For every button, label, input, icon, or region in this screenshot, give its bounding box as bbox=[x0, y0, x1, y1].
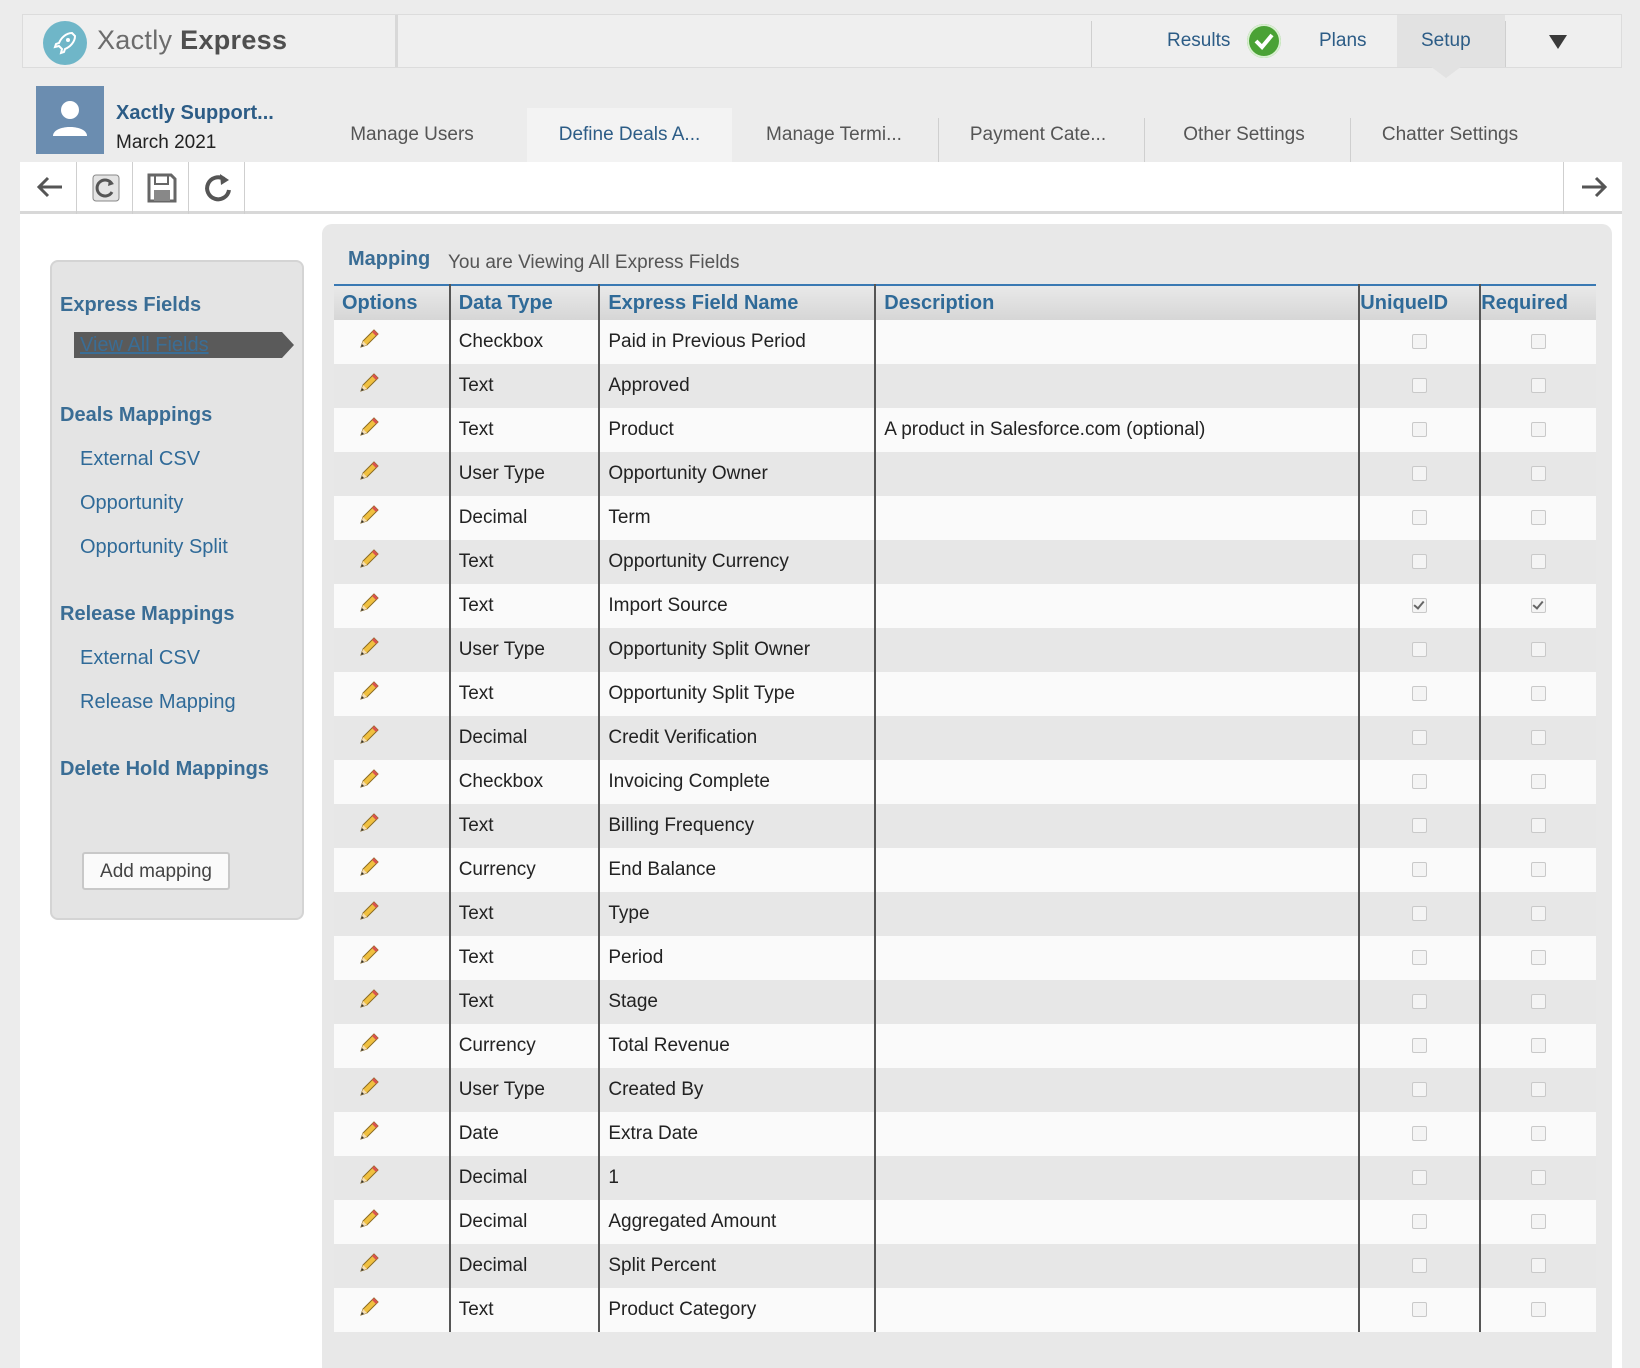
sidebar-heading-delete-hold-mappings[interactable]: Delete Hold Mappings bbox=[60, 758, 269, 780]
tab-chatter-settings[interactable]: Chatter Settings bbox=[1381, 124, 1519, 145]
description-cell bbox=[875, 452, 1359, 496]
toolbar bbox=[20, 162, 1622, 214]
description-cell: A product in Salesforce.com (optional) bbox=[875, 408, 1359, 452]
table-row[interactable] bbox=[334, 320, 1596, 364]
nav-results[interactable]: Results bbox=[1167, 30, 1231, 51]
unique-id-checkbox[interactable] bbox=[1412, 598, 1427, 613]
sidebar-heading-release-mappings[interactable]: Release Mappings bbox=[60, 603, 235, 625]
pencil-edit-icon[interactable] bbox=[358, 1120, 380, 1148]
required-cell bbox=[1480, 804, 1596, 848]
col-express-field-name[interactable]: Express Field Name bbox=[599, 285, 875, 320]
options-cell bbox=[334, 760, 450, 804]
field-name-cell: Billing Frequency bbox=[599, 804, 875, 848]
pencil-edit-icon[interactable] bbox=[358, 504, 380, 532]
app-logo-text bbox=[97, 25, 287, 56]
data-type-cell: Checkbox bbox=[450, 320, 600, 364]
express-fields-table bbox=[334, 284, 1596, 1332]
user-name[interactable]: Xactly Support... bbox=[116, 102, 274, 124]
required-cell bbox=[1480, 1200, 1596, 1244]
required-cell bbox=[1480, 716, 1596, 760]
field-name-cell: Import Source bbox=[599, 584, 875, 628]
unique-id-checkbox[interactable] bbox=[1412, 994, 1427, 1009]
pencil-edit-icon[interactable] bbox=[358, 812, 380, 840]
table-row[interactable] bbox=[334, 980, 1596, 1024]
unique-id-cell bbox=[1359, 496, 1480, 540]
tab-other-settings[interactable]: Other Settings bbox=[1183, 124, 1305, 145]
refresh-page-button[interactable] bbox=[76, 162, 133, 214]
required-cell bbox=[1480, 848, 1596, 892]
required-cell bbox=[1480, 408, 1596, 452]
description-cell bbox=[875, 496, 1359, 540]
pencil-edit-icon[interactable] bbox=[358, 460, 380, 488]
pencil-edit-icon[interactable] bbox=[358, 636, 380, 664]
description-cell bbox=[875, 1112, 1359, 1156]
required-cell bbox=[1480, 672, 1596, 716]
options-cell bbox=[334, 408, 450, 452]
table-row[interactable] bbox=[334, 1244, 1596, 1288]
pencil-edit-icon[interactable] bbox=[358, 1076, 380, 1104]
unique-id-cell bbox=[1359, 1112, 1480, 1156]
pencil-edit-icon[interactable] bbox=[358, 856, 380, 884]
required-checkbox[interactable] bbox=[1531, 818, 1546, 833]
required-cell bbox=[1480, 584, 1596, 628]
required-cell bbox=[1480, 320, 1596, 364]
col-description[interactable]: Description bbox=[875, 285, 1359, 320]
description-cell bbox=[875, 804, 1359, 848]
unique-id-checkbox[interactable] bbox=[1412, 686, 1427, 701]
field-name-cell: Opportunity Owner bbox=[599, 452, 875, 496]
required-cell bbox=[1480, 1244, 1596, 1288]
unique-id-checkbox[interactable] bbox=[1412, 906, 1427, 921]
field-name-cell: Credit Verification bbox=[599, 716, 875, 760]
data-type-cell: Date bbox=[450, 1112, 600, 1156]
pencil-edit-icon[interactable] bbox=[358, 1252, 380, 1280]
required-checkbox[interactable] bbox=[1531, 1082, 1546, 1097]
options-cell bbox=[334, 1112, 450, 1156]
pencil-edit-icon[interactable] bbox=[358, 724, 380, 752]
required-checkbox[interactable] bbox=[1531, 730, 1546, 745]
required-checkbox[interactable] bbox=[1531, 422, 1546, 437]
description-cell bbox=[875, 760, 1359, 804]
description-cell bbox=[875, 848, 1359, 892]
field-name-cell: Aggregated Amount bbox=[599, 1200, 875, 1244]
table-row[interactable] bbox=[334, 848, 1596, 892]
options-cell bbox=[334, 848, 450, 892]
options-cell bbox=[334, 496, 450, 540]
table-body bbox=[334, 320, 1596, 1332]
required-checkbox[interactable] bbox=[1531, 862, 1546, 877]
required-checkbox[interactable] bbox=[1531, 510, 1546, 525]
table-row[interactable] bbox=[334, 1156, 1596, 1200]
unique-id-checkbox[interactable] bbox=[1412, 334, 1427, 349]
pencil-edit-icon[interactable] bbox=[358, 680, 380, 708]
unique-id-cell bbox=[1359, 408, 1480, 452]
table-row[interactable] bbox=[334, 804, 1596, 848]
data-type-cell: User Type bbox=[450, 452, 600, 496]
col-options[interactable]: Options bbox=[334, 285, 450, 320]
required-cell bbox=[1480, 540, 1596, 584]
required-checkbox[interactable] bbox=[1531, 1038, 1546, 1053]
unique-id-checkbox[interactable] bbox=[1412, 422, 1427, 437]
unique-id-cell bbox=[1359, 628, 1480, 672]
sidebar-item-view-all-fields[interactable] bbox=[74, 332, 282, 358]
required-checkbox[interactable] bbox=[1531, 906, 1546, 921]
nav-divider bbox=[1505, 21, 1506, 67]
pencil-edit-icon[interactable] bbox=[358, 328, 380, 356]
table-row[interactable] bbox=[334, 452, 1596, 496]
required-checkbox[interactable] bbox=[1531, 1258, 1546, 1273]
options-cell bbox=[334, 980, 450, 1024]
data-type-cell: Text bbox=[450, 364, 600, 408]
pencil-edit-icon[interactable] bbox=[358, 768, 380, 796]
unique-id-cell bbox=[1359, 1244, 1480, 1288]
description-cell bbox=[875, 936, 1359, 980]
table-row[interactable] bbox=[334, 1200, 1596, 1244]
pencil-edit-icon[interactable] bbox=[358, 1208, 380, 1236]
unique-id-cell bbox=[1359, 1156, 1480, 1200]
required-cell bbox=[1480, 980, 1596, 1024]
pencil-edit-icon[interactable] bbox=[358, 1296, 380, 1324]
nav-divider bbox=[1091, 21, 1092, 67]
pencil-edit-icon[interactable] bbox=[358, 944, 380, 972]
table-row[interactable] bbox=[334, 1288, 1596, 1332]
table-row[interactable] bbox=[334, 1112, 1596, 1156]
required-cell bbox=[1480, 1288, 1596, 1332]
data-type-cell: Text bbox=[450, 936, 600, 980]
field-name-cell: Invoicing Complete bbox=[599, 760, 875, 804]
options-cell bbox=[334, 716, 450, 760]
unique-id-cell bbox=[1359, 716, 1480, 760]
required-checkbox[interactable] bbox=[1531, 994, 1546, 1009]
back-button[interactable] bbox=[20, 162, 77, 214]
options-cell bbox=[334, 320, 450, 364]
forward-button[interactable] bbox=[1563, 162, 1622, 214]
table-row[interactable] bbox=[334, 496, 1596, 540]
unique-id-cell bbox=[1359, 1288, 1480, 1332]
description-cell bbox=[875, 980, 1359, 1024]
options-cell bbox=[334, 672, 450, 716]
unique-id-checkbox[interactable] bbox=[1412, 774, 1427, 789]
pencil-edit-icon[interactable] bbox=[358, 592, 380, 620]
table-row[interactable] bbox=[334, 1024, 1596, 1068]
unique-id-cell bbox=[1359, 452, 1480, 496]
unique-id-checkbox[interactable] bbox=[1412, 1258, 1427, 1273]
table-row[interactable] bbox=[334, 364, 1596, 408]
table-row[interactable] bbox=[334, 584, 1596, 628]
required-cell bbox=[1480, 936, 1596, 980]
content-area bbox=[20, 214, 1622, 1368]
pencil-edit-icon[interactable] bbox=[358, 416, 380, 444]
sidebar-item-deals-external-csv[interactable]: External CSV bbox=[80, 448, 201, 470]
table-row[interactable] bbox=[334, 760, 1596, 804]
table-row[interactable] bbox=[334, 540, 1596, 584]
required-checkbox[interactable] bbox=[1531, 1214, 1546, 1229]
sidebar-heading-express-fields[interactable]: Express Fields bbox=[60, 294, 202, 316]
required-cell bbox=[1480, 760, 1596, 804]
field-name-cell: Term bbox=[599, 496, 875, 540]
data-type-cell: Decimal bbox=[450, 1156, 600, 1200]
unique-id-checkbox[interactable] bbox=[1412, 818, 1427, 833]
field-name-cell: Extra Date bbox=[599, 1112, 875, 1156]
description-cell bbox=[875, 540, 1359, 584]
required-checkbox[interactable] bbox=[1531, 1170, 1546, 1185]
field-name-cell: Split Percent bbox=[599, 1244, 875, 1288]
description-cell bbox=[875, 672, 1359, 716]
options-cell bbox=[334, 804, 450, 848]
required-checkbox[interactable] bbox=[1531, 774, 1546, 789]
table-row[interactable] bbox=[334, 628, 1596, 672]
unique-id-checkbox[interactable] bbox=[1412, 1170, 1427, 1185]
description-cell bbox=[875, 1156, 1359, 1200]
data-type-cell: Text bbox=[450, 584, 600, 628]
nav-setup[interactable]: Setup bbox=[1421, 30, 1471, 51]
unique-id-cell bbox=[1359, 936, 1480, 980]
field-name-cell: Stage bbox=[599, 980, 875, 1024]
options-cell bbox=[334, 1288, 450, 1332]
field-name-cell: 1 bbox=[599, 1156, 875, 1200]
unique-id-checkbox[interactable] bbox=[1412, 862, 1427, 877]
pencil-edit-icon[interactable] bbox=[358, 900, 380, 928]
required-cell bbox=[1480, 1112, 1596, 1156]
sidebar bbox=[50, 260, 304, 920]
required-cell bbox=[1480, 496, 1596, 540]
rocket-icon bbox=[43, 21, 87, 65]
options-cell bbox=[334, 936, 450, 980]
options-cell bbox=[334, 364, 450, 408]
unique-id-cell bbox=[1359, 848, 1480, 892]
field-name-cell: Type bbox=[599, 892, 875, 936]
tab-divider bbox=[1350, 118, 1351, 162]
add-mapping-button[interactable]: Add mapping bbox=[82, 852, 230, 890]
logo-area bbox=[23, 15, 398, 67]
top-header bbox=[22, 14, 1622, 68]
options-cell bbox=[334, 1068, 450, 1112]
mapping-panel bbox=[322, 224, 1612, 1368]
required-checkbox[interactable] bbox=[1531, 686, 1546, 701]
options-cell bbox=[334, 1200, 450, 1244]
options-cell bbox=[334, 892, 450, 936]
unique-id-cell bbox=[1359, 672, 1480, 716]
options-cell bbox=[334, 628, 450, 672]
data-type-cell: Currency bbox=[450, 1024, 600, 1068]
unique-id-cell bbox=[1359, 1200, 1480, 1244]
table-row[interactable] bbox=[334, 716, 1596, 760]
tab-manage-terms[interactable]: Manage Termi... bbox=[766, 124, 902, 145]
description-cell bbox=[875, 1200, 1359, 1244]
required-checkbox[interactable] bbox=[1531, 1302, 1546, 1317]
tab-manage-users[interactable]: Manage Users bbox=[350, 124, 474, 145]
unique-id-cell bbox=[1359, 980, 1480, 1024]
user-period: March 2021 bbox=[116, 132, 217, 153]
options-cell bbox=[334, 540, 450, 584]
field-name-cell: Product Category bbox=[599, 1288, 875, 1332]
description-cell bbox=[875, 320, 1359, 364]
unique-id-checkbox[interactable] bbox=[1412, 1082, 1427, 1097]
options-cell bbox=[334, 1024, 450, 1068]
unique-id-cell bbox=[1359, 892, 1480, 936]
options-cell bbox=[334, 1156, 450, 1200]
options-cell bbox=[334, 584, 450, 628]
tab-define-deals[interactable]: Define Deals A... bbox=[527, 108, 732, 165]
description-cell bbox=[875, 892, 1359, 936]
description-cell bbox=[875, 1024, 1359, 1068]
panel-title: Mapping bbox=[348, 248, 431, 270]
required-cell bbox=[1480, 1024, 1596, 1068]
unique-id-cell bbox=[1359, 804, 1480, 848]
description-cell bbox=[875, 364, 1359, 408]
table-row[interactable] bbox=[334, 672, 1596, 716]
field-name-cell: Period bbox=[599, 936, 875, 980]
tab-payment-categories[interactable]: Payment Cate... bbox=[969, 124, 1107, 145]
data-type-cell: User Type bbox=[450, 1068, 600, 1112]
unique-id-checkbox[interactable] bbox=[1412, 378, 1427, 393]
table-header-row bbox=[334, 285, 1596, 320]
unique-id-cell bbox=[1359, 540, 1480, 584]
avatar[interactable] bbox=[36, 86, 104, 154]
panel-subtitle: You are Viewing All Express Fields bbox=[448, 252, 740, 273]
data-type-cell: Text bbox=[450, 1288, 600, 1332]
logo-word-1: Xactly bbox=[97, 25, 173, 55]
unique-id-cell bbox=[1359, 760, 1480, 804]
unique-id-checkbox[interactable] bbox=[1412, 950, 1427, 965]
field-name-cell: Approved bbox=[599, 364, 875, 408]
options-cell bbox=[334, 1244, 450, 1288]
required-checkbox[interactable] bbox=[1531, 642, 1546, 657]
field-name-cell: Opportunity Currency bbox=[599, 540, 875, 584]
options-cell bbox=[334, 452, 450, 496]
required-cell bbox=[1480, 1156, 1596, 1200]
required-checkbox[interactable] bbox=[1531, 1126, 1546, 1141]
description-cell bbox=[875, 716, 1359, 760]
pencil-edit-icon[interactable] bbox=[358, 1164, 380, 1192]
field-name-cell: Opportunity Split Owner bbox=[599, 628, 875, 672]
data-type-cell: Checkbox bbox=[450, 760, 600, 804]
sidebar-item-release-mapping[interactable]: Release Mapping bbox=[80, 691, 236, 713]
description-cell bbox=[875, 1244, 1359, 1288]
unique-id-checkbox[interactable] bbox=[1412, 642, 1427, 657]
data-type-cell: Text bbox=[450, 980, 600, 1024]
tab-divider bbox=[938, 118, 939, 162]
field-name-cell: End Balance bbox=[599, 848, 875, 892]
unique-id-cell bbox=[1359, 584, 1480, 628]
sidebar-item-opportunity[interactable]: Opportunity bbox=[80, 492, 184, 514]
unique-id-cell bbox=[1359, 1024, 1480, 1068]
unique-id-checkbox[interactable] bbox=[1412, 510, 1427, 525]
nav-plans[interactable]: Plans bbox=[1319, 30, 1367, 51]
unique-id-cell bbox=[1359, 1068, 1480, 1112]
sidebar-item-release-external-csv[interactable]: External CSV bbox=[80, 647, 201, 669]
data-type-cell: Decimal bbox=[450, 1200, 600, 1244]
data-type-cell: Decimal bbox=[450, 716, 600, 760]
required-checkbox[interactable] bbox=[1531, 466, 1546, 481]
col-data-type[interactable]: Data Type bbox=[450, 285, 600, 320]
unique-id-checkbox[interactable] bbox=[1412, 466, 1427, 481]
logo-word-2: Express bbox=[180, 25, 288, 55]
unique-id-checkbox[interactable] bbox=[1412, 730, 1427, 745]
data-type-cell: Text bbox=[450, 672, 600, 716]
data-type-cell: Text bbox=[450, 804, 600, 848]
col-required[interactable]: Required bbox=[1480, 285, 1596, 320]
field-name-cell: Opportunity Split Type bbox=[599, 672, 875, 716]
field-name-cell: Total Revenue bbox=[599, 1024, 875, 1068]
data-type-cell: Text bbox=[450, 408, 600, 452]
check-icon[interactable] bbox=[1247, 24, 1281, 58]
required-checkbox[interactable] bbox=[1531, 554, 1546, 569]
unique-id-checkbox[interactable] bbox=[1412, 1214, 1427, 1229]
save-button[interactable] bbox=[132, 162, 189, 214]
description-cell bbox=[875, 584, 1359, 628]
required-cell bbox=[1480, 892, 1596, 936]
tab-divider bbox=[1144, 118, 1145, 162]
data-type-cell: Text bbox=[450, 892, 600, 936]
required-cell bbox=[1480, 1068, 1596, 1112]
sidebar-item-label: View All Fields bbox=[80, 334, 209, 356]
required-cell bbox=[1480, 364, 1596, 408]
unique-id-checkbox[interactable] bbox=[1412, 1038, 1427, 1053]
description-cell bbox=[875, 628, 1359, 672]
required-checkbox[interactable] bbox=[1531, 378, 1546, 393]
redo-button[interactable] bbox=[188, 162, 245, 214]
table-row[interactable] bbox=[334, 892, 1596, 936]
table-row[interactable] bbox=[334, 1068, 1596, 1112]
field-name-cell: Paid in Previous Period bbox=[599, 320, 875, 364]
pencil-edit-icon[interactable] bbox=[358, 372, 380, 400]
field-name-cell: Created By bbox=[599, 1068, 875, 1112]
data-type-cell: Decimal bbox=[450, 496, 600, 540]
pencil-edit-icon[interactable] bbox=[358, 548, 380, 576]
pencil-edit-icon[interactable] bbox=[358, 988, 380, 1016]
unique-id-checkbox[interactable] bbox=[1412, 554, 1427, 569]
description-cell bbox=[875, 1288, 1359, 1332]
field-name-cell: Product bbox=[599, 408, 875, 452]
sidebar-heading-deals-mappings[interactable]: Deals Mappings bbox=[60, 404, 213, 426]
required-checkbox[interactable] bbox=[1531, 598, 1546, 613]
active-nav-pointer bbox=[1430, 66, 1462, 78]
data-type-cell: Currency bbox=[450, 848, 600, 892]
unique-id-checkbox[interactable] bbox=[1412, 1302, 1427, 1317]
unique-id-cell bbox=[1359, 364, 1480, 408]
col-unique-id[interactable]: UniqueID bbox=[1359, 285, 1480, 320]
table-row[interactable] bbox=[334, 936, 1596, 980]
required-cell bbox=[1480, 628, 1596, 672]
required-checkbox[interactable] bbox=[1531, 334, 1546, 349]
data-type-cell: Decimal bbox=[450, 1244, 600, 1288]
required-cell bbox=[1480, 452, 1596, 496]
sidebar-item-opportunity-split[interactable]: Opportunity Split bbox=[80, 536, 228, 558]
required-checkbox[interactable] bbox=[1531, 950, 1546, 965]
unique-id-cell bbox=[1359, 320, 1480, 364]
description-cell bbox=[875, 1068, 1359, 1112]
pencil-edit-icon[interactable] bbox=[358, 1032, 380, 1060]
unique-id-checkbox[interactable] bbox=[1412, 1126, 1427, 1141]
data-type-cell: User Type bbox=[450, 628, 600, 672]
table-row[interactable] bbox=[334, 408, 1596, 452]
data-type-cell: Text bbox=[450, 540, 600, 584]
chevron-down-icon[interactable] bbox=[1549, 35, 1567, 49]
